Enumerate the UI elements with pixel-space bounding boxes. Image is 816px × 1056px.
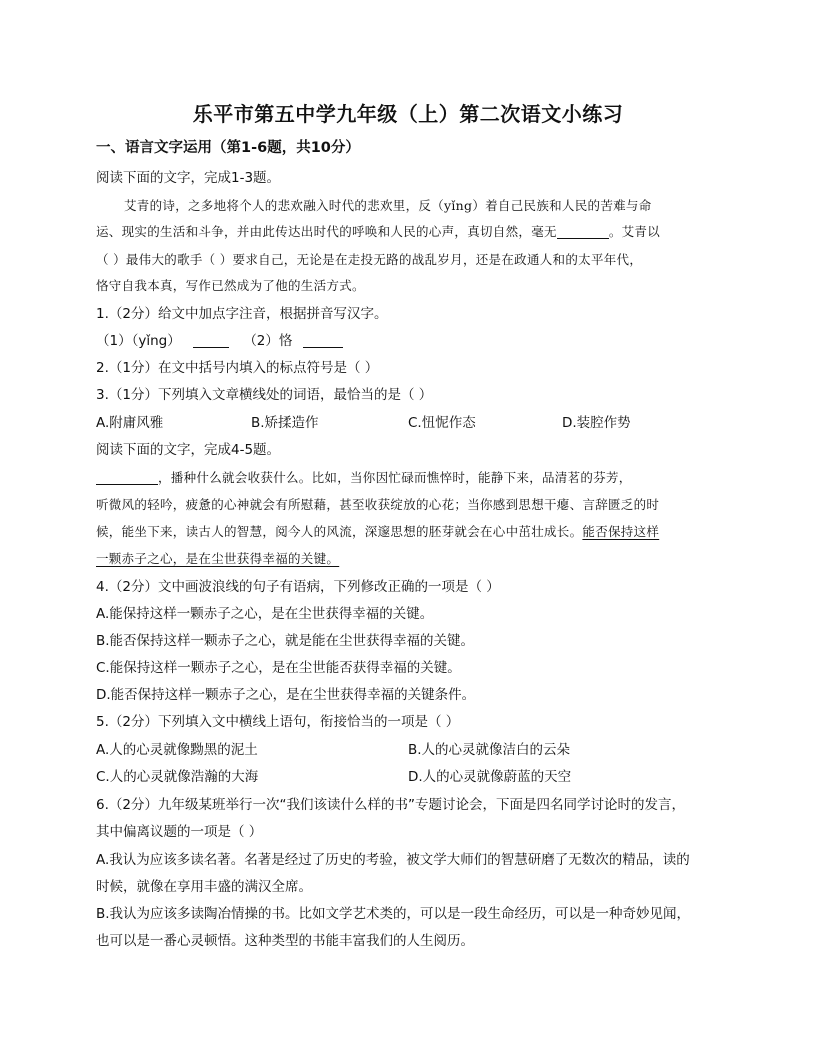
reading-instruction-2: 阅读下面的文字，完成4-5题。: [96, 442, 281, 458]
passage1-line4: 恪守自我本真，写作已然成为了他的生活方式。: [96, 278, 365, 293]
passage2-line1: [96, 468, 632, 488]
question-3-option-d[interactable]: D.装腔作势: [562, 415, 631, 431]
passage2-line2: 听微风的轻吟，疲惫的心神就会有所慰藉，甚至收获绽放的心花；当你感到思想干瘪、言辞匮乏的时: [96, 497, 660, 512]
question-6-option-b-line1[interactable]: B.我认为应该多读陶冶情操的书。比如文学艺术类的，可以是一段生命经历，可以是一种奇妙见闻，: [96, 906, 691, 922]
question-4-option-a[interactable]: A.能保持这样一颗赤子之心，是在尘世获得幸福的关键。: [96, 606, 434, 622]
question-2-stem: 2.（1分）在文中括号内填入的标点符号是（ ）: [96, 360, 379, 376]
wavy-underlined-sentence: 能否保持这样: [582, 524, 660, 539]
passage2-line3-text: 候，能坐下来，读古人的智慧，阅今人的风流，深邃思想的胚芽就会在心中茁壮成长。: [96, 524, 583, 539]
question-5-option-b[interactable]: B.人的心灵就像洁白的云朵: [408, 742, 571, 758]
section-heading: 一、语言文字运用（第1-6题，共10分）: [96, 140, 360, 156]
question-5-option-d[interactable]: D.人的心灵就像蔚蓝的天空: [408, 769, 572, 785]
question-6-option-a-line1[interactable]: A.我认为应该多读名著。名著是经过了历史的考验，被文学大师们的智慧研磨了无数次的精品，读的: [96, 852, 690, 868]
question-4-option-b[interactable]: B.能否保持这样一颗赤子之心，就是能在尘世获得幸福的关键。: [96, 633, 475, 649]
question-4-option-c[interactable]: C.能保持这样一颗赤子之心，是在尘世能否获得幸福的关键。: [96, 660, 461, 676]
question-6-stem-line2: 其中偏离议题的一项是（ ）: [96, 824, 263, 840]
answer-blank-2[interactable]: [303, 333, 343, 348]
reading-instruction-1: 阅读下面的文字，完成1-3题。: [96, 170, 281, 186]
question-5-stem: 5.（2分）下列填入文中横线上语句，衔接恰当的一项是（ ）: [96, 714, 460, 730]
question-1-part-b: （2）恪: [243, 333, 293, 349]
question-3-option-a[interactable]: A.附庸风雅: [96, 415, 164, 431]
passage1-line2-end: 。艾青以: [608, 224, 661, 239]
question-6-option-a-line2[interactable]: 时候，就像在享用丰盛的满汉全席。: [96, 879, 312, 895]
passage1-line2: [96, 222, 660, 242]
question-3-option-b[interactable]: B.矫揉造作: [251, 415, 319, 431]
question-1-answers: [96, 331, 343, 351]
question-6-option-b-line2[interactable]: 也可以是一番心灵顿悟。这种类型的书能丰富我们的人生阅历。: [96, 933, 474, 949]
question-5-option-c[interactable]: C.人的心灵就像浩瀚的大海: [96, 769, 259, 785]
question-3-option-c[interactable]: C.忸怩作态: [408, 415, 476, 431]
passage2-line3: [96, 522, 659, 542]
passage2-line1-text: ，播种什么就会收获什么。比如，当你因忙碌而憔悴时，能静下来，品清茗的芬芳，: [158, 470, 632, 485]
question-3-stem: 3.（1分）下列填入文章横线处的词语，最恰当的是（ ）: [96, 387, 433, 403]
answer-blank-1[interactable]: [193, 333, 229, 348]
fill-blank: [96, 470, 158, 485]
wavy-underlined-sentence-cont: 一颗赤子之心，是在尘世获得幸福的关键。: [96, 551, 340, 566]
passage1-line2-text: 运、现实的生活和斗争，并由此传达出时代的呼唤和人民的心声，真切自然，毫无: [96, 224, 557, 239]
question-5-option-a[interactable]: A.人的心灵就像黝黑的泥土: [96, 742, 258, 758]
passage1-line1: 艾青的诗，之多地将个人的悲欢融入时代的悲欢里，反（yǐng）着自己民族和人民的苦难与命: [124, 198, 652, 213]
fill-blank: [557, 224, 609, 239]
question-4-stem: 4.（2分）文中画波浪线的句子有语病，下列修改正确的一项是（ ）: [96, 579, 500, 595]
question-4-option-d[interactable]: D.能否保持这样一颗赤子之心，是在尘世获得幸福的关键条件。: [96, 687, 476, 703]
passage1-line3: （ ）最伟大的歌手（ ）要求自己，无论是在走投无路的战乱岁月，还是在政通人和的太平年代，: [96, 252, 643, 267]
question-1-stem: 1.（2分）给文中加点字注音，根据拼音写汉字。: [96, 306, 388, 322]
page-title: 乐平市第五中学九年级（上）第二次语文小练习: [192, 102, 624, 126]
question-1-part-a: （1）（yǐng）: [96, 333, 181, 349]
question-6-stem-line1: 6.（2分）九年级某班举行一次“我们该读什么样的书”专题讨论会，下面是四名同学讨论时的发言，: [96, 797, 685, 813]
